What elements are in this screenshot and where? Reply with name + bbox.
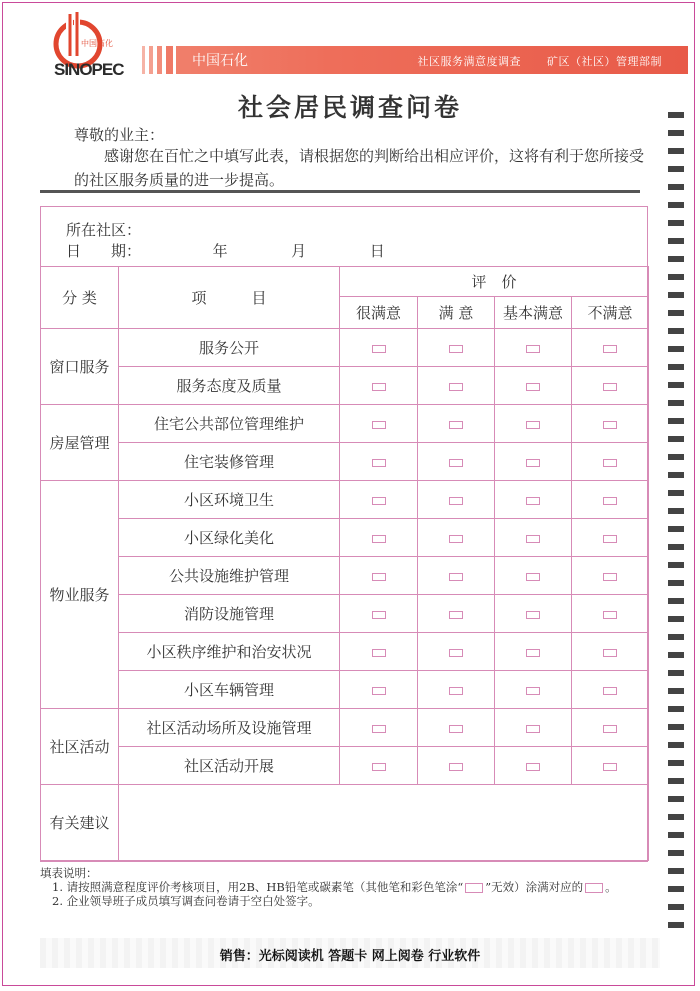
item-cell: 社区活动开展 — [119, 747, 340, 785]
header-rating: 评 价 — [340, 267, 649, 297]
rating-cell — [572, 329, 649, 367]
rating-cell — [572, 633, 649, 671]
rating-cell — [572, 747, 649, 785]
item-cell: 住宅公共部位管理维护 — [119, 405, 340, 443]
item-cell: 服务公开 — [119, 329, 340, 367]
timing-mark — [668, 256, 684, 262]
rating-checkbox[interactable] — [526, 573, 540, 581]
timing-mark — [668, 760, 684, 766]
rating-cell — [340, 481, 418, 519]
rating-cell — [340, 443, 418, 481]
rating-cell — [418, 481, 495, 519]
timing-mark — [668, 742, 684, 748]
table-row — [41, 329, 649, 367]
rating-cell — [418, 557, 495, 595]
note-1 — [40, 880, 662, 894]
rating-dissatisfied: 不满意 — [572, 297, 649, 329]
rating-checkbox[interactable] — [372, 687, 386, 695]
band-title: 中国石化 — [192, 53, 248, 69]
timing-mark — [668, 310, 684, 316]
rating-checkbox[interactable] — [449, 763, 463, 771]
timing-mark — [668, 796, 684, 802]
table-row — [41, 747, 649, 785]
band-right-survey: 社区服务满意度调查 — [417, 55, 521, 68]
timing-mark — [668, 598, 684, 604]
timing-mark — [668, 526, 684, 532]
timing-marks — [668, 112, 686, 940]
timing-mark — [668, 238, 684, 244]
rating-checkbox[interactable] — [449, 573, 463, 581]
rating-cell — [572, 671, 649, 709]
timing-mark — [668, 148, 684, 154]
rating-checkbox[interactable] — [449, 611, 463, 619]
logo-cn-text: 中国石化 — [81, 39, 113, 48]
rating-very-satisfied: 很满意 — [340, 297, 418, 329]
rating-checkbox[interactable] — [603, 383, 617, 391]
salutation: 尊敬的业主： — [74, 126, 165, 144]
table-row — [41, 671, 649, 709]
suggestion-label: 有关建议 — [41, 785, 119, 861]
rating-cell — [572, 709, 649, 747]
timing-mark — [668, 292, 684, 298]
rating-checkbox[interactable] — [526, 497, 540, 505]
rating-checkbox[interactable] — [372, 763, 386, 771]
rating-cell — [572, 481, 649, 519]
rating-checkbox[interactable] — [372, 535, 386, 543]
rating-cell — [495, 671, 572, 709]
table-row — [41, 443, 649, 481]
date-label: 日 期： — [66, 242, 142, 260]
rating-cell — [495, 443, 572, 481]
rating-cell — [495, 747, 572, 785]
timing-mark — [668, 490, 684, 496]
rating-checkbox[interactable] — [603, 345, 617, 353]
category-cell: 物业服务 — [41, 481, 119, 709]
category-cell: 窗口服务 — [41, 329, 119, 405]
logo-brand-text: SINOPEC — [54, 60, 124, 79]
rating-cell — [495, 405, 572, 443]
survey-table — [40, 266, 649, 861]
timing-mark — [668, 166, 684, 172]
rating-checkbox[interactable] — [603, 573, 617, 581]
band-right-dept: 矿区（社区）管理部制 — [547, 55, 662, 68]
rating-cell — [340, 557, 418, 595]
rating-cell — [572, 595, 649, 633]
rating-checkbox[interactable] — [372, 725, 386, 733]
rating-checkbox[interactable] — [449, 725, 463, 733]
rating-cell — [495, 595, 572, 633]
timing-mark — [668, 724, 684, 730]
rating-cell — [340, 747, 418, 785]
category-cell: 社区活动 — [41, 709, 119, 785]
timing-mark — [668, 634, 684, 640]
item-cell: 住宅装修管理 — [119, 443, 340, 481]
timing-mark — [668, 922, 684, 928]
rating-cell — [418, 519, 495, 557]
rating-checkbox[interactable] — [526, 611, 540, 619]
table-row — [41, 405, 649, 443]
rating-cell — [340, 595, 418, 633]
rating-cell — [340, 329, 418, 367]
year-label: 年 — [212, 242, 228, 260]
rating-cell — [340, 709, 418, 747]
rating-cell — [340, 671, 418, 709]
header-band — [140, 46, 688, 74]
timing-mark — [668, 184, 684, 190]
rating-checkbox[interactable] — [372, 421, 386, 429]
category-cell: 房屋管理 — [41, 405, 119, 481]
timing-mark — [668, 688, 684, 694]
timing-mark — [668, 418, 684, 424]
rating-cell — [572, 519, 649, 557]
rating-checkbox[interactable] — [603, 459, 617, 467]
rating-cell — [418, 671, 495, 709]
rating-checkbox[interactable] — [372, 573, 386, 581]
table-row — [41, 595, 649, 633]
rating-checkbox[interactable] — [372, 459, 386, 467]
rating-cell — [340, 405, 418, 443]
rating-cell — [495, 557, 572, 595]
divider-rule — [40, 190, 640, 193]
timing-mark — [668, 328, 684, 334]
rating-checkbox[interactable] — [526, 421, 540, 429]
rating-cell — [572, 367, 649, 405]
timing-mark — [668, 274, 684, 280]
rating-cell — [572, 405, 649, 443]
rating-cell — [418, 633, 495, 671]
rating-cell — [495, 633, 572, 671]
rating-cell — [418, 443, 495, 481]
rating-cell — [340, 367, 418, 405]
rating-cell — [418, 709, 495, 747]
rating-checkbox[interactable] — [449, 383, 463, 391]
item-cell: 服务态度及质量 — [119, 367, 340, 405]
rating-checkbox[interactable] — [449, 535, 463, 543]
rating-checkbox[interactable] — [526, 459, 540, 467]
rating-checkbox[interactable] — [526, 345, 540, 353]
rating-cell — [340, 519, 418, 557]
day-label: 日 — [369, 242, 385, 260]
rating-checkbox[interactable] — [449, 649, 463, 657]
sinopec-logo — [44, 12, 136, 82]
timing-mark — [668, 670, 684, 676]
timing-mark — [668, 508, 684, 514]
timing-mark — [668, 832, 684, 838]
note-1-a: 1. 请按照满意程度评价考核项目，用2B、HB铅笔或碳素笔（其他笔和彩色笔涂“ — [52, 880, 464, 894]
item-cell: 小区绿化美化 — [119, 519, 340, 557]
table-row — [41, 367, 649, 405]
note-1-b: ”无效）涂满对应的 — [485, 880, 584, 894]
notes-heading: 填表说明： — [40, 866, 98, 880]
rating-checkbox[interactable] — [603, 535, 617, 543]
rating-checkbox[interactable] — [449, 421, 463, 429]
timing-mark — [668, 112, 684, 118]
rating-checkbox[interactable] — [372, 611, 386, 619]
timing-mark — [668, 904, 684, 910]
table-row — [41, 519, 649, 557]
item-cell: 小区秩序维护和治安状况 — [119, 633, 340, 671]
timing-mark — [668, 454, 684, 460]
rating-cell — [495, 481, 572, 519]
timing-mark — [668, 868, 684, 874]
month-label: 月 — [291, 242, 307, 260]
band-right-text — [418, 53, 663, 69]
rating-cell — [495, 709, 572, 747]
rating-basically-satisfied: 基本满意 — [495, 297, 572, 329]
rating-checkbox[interactable] — [372, 383, 386, 391]
timing-mark — [668, 580, 684, 586]
intro-paragraph: 感谢您在百忙之中填写此表，请根据您的判断给出相应评价，这将有利于您所接受的社区服务质量的进一步提高。 — [74, 147, 645, 189]
rating-cell — [418, 367, 495, 405]
rating-checkbox[interactable] — [526, 649, 540, 657]
band-stripes — [140, 46, 176, 74]
timing-mark — [668, 400, 684, 406]
rating-checkbox[interactable] — [526, 687, 540, 695]
header-category: 分 类 — [41, 267, 119, 329]
timing-mark — [668, 202, 684, 208]
sales-footer: 销售：光标阅读机 答题卡 网上阅卷 行业软件 — [219, 949, 481, 964]
rating-checkbox[interactable] — [449, 459, 463, 467]
header-item: 项 目 — [119, 267, 340, 329]
rating-checkbox[interactable] — [372, 345, 386, 353]
item-cell: 小区车辆管理 — [119, 671, 340, 709]
timing-mark — [668, 130, 684, 136]
item-cell: 公共设施维护管理 — [119, 557, 340, 595]
fill-instructions — [40, 866, 662, 908]
rating-checkbox[interactable] — [372, 649, 386, 657]
timing-mark — [668, 886, 684, 892]
date-row — [66, 240, 385, 261]
suggestion-row — [41, 785, 649, 861]
table-row — [41, 633, 649, 671]
rating-cell — [495, 519, 572, 557]
timing-mark — [668, 544, 684, 550]
timing-mark — [668, 814, 684, 820]
timing-mark — [668, 220, 684, 226]
document-title: 社会居民调查问卷 — [237, 93, 462, 122]
item-cell: 社区活动场所及设施管理 — [119, 709, 340, 747]
timing-mark — [668, 346, 684, 352]
rating-checkbox[interactable] — [603, 649, 617, 657]
timing-mark — [668, 472, 684, 478]
rating-cell — [418, 747, 495, 785]
timing-mark — [668, 382, 684, 388]
rating-checkbox[interactable] — [603, 497, 617, 505]
rating-cell — [572, 443, 649, 481]
community-label: 所在社区： — [66, 221, 142, 239]
timing-mark — [668, 652, 684, 658]
rating-cell — [340, 633, 418, 671]
rating-checkbox[interactable] — [603, 687, 617, 695]
rating-checkbox[interactable] — [526, 383, 540, 391]
timing-mark — [668, 364, 684, 370]
timing-mark — [668, 850, 684, 856]
timing-mark — [668, 778, 684, 784]
timing-mark — [668, 436, 684, 442]
suggestion-field[interactable] — [119, 785, 649, 861]
rating-checkbox[interactable] — [526, 725, 540, 733]
rating-checkbox[interactable] — [603, 611, 617, 619]
table-row — [41, 481, 649, 519]
table-row — [41, 557, 649, 595]
rating-checkbox[interactable] — [449, 345, 463, 353]
note-1-c: 。 — [605, 880, 617, 894]
rating-checkbox[interactable] — [449, 687, 463, 695]
rating-checkbox[interactable] — [526, 763, 540, 771]
timing-mark — [668, 706, 684, 712]
rating-cell — [418, 405, 495, 443]
inline-checkbox-sample-2 — [585, 883, 603, 893]
rating-checkbox[interactable] — [449, 497, 463, 505]
item-cell: 消防设施管理 — [119, 595, 340, 633]
rating-cell — [418, 595, 495, 633]
table-row — [41, 709, 649, 747]
timing-mark — [668, 616, 684, 622]
rating-checkbox[interactable] — [603, 421, 617, 429]
rating-checkbox[interactable] — [603, 725, 617, 733]
rating-cell — [572, 557, 649, 595]
item-cell: 小区环境卫生 — [119, 481, 340, 519]
inline-checkbox-sample — [465, 883, 483, 893]
rating-checkbox[interactable] — [603, 763, 617, 771]
note-2: 2. 企业领导班子成员填写调查问卷请于空白处签字。 — [52, 894, 320, 908]
rating-checkbox[interactable] — [526, 535, 540, 543]
rating-checkbox[interactable] — [372, 497, 386, 505]
timing-mark — [668, 562, 684, 568]
rating-satisfied: 满 意 — [418, 297, 495, 329]
rating-cell — [495, 367, 572, 405]
rating-cell — [495, 329, 572, 367]
rating-cell — [418, 329, 495, 367]
